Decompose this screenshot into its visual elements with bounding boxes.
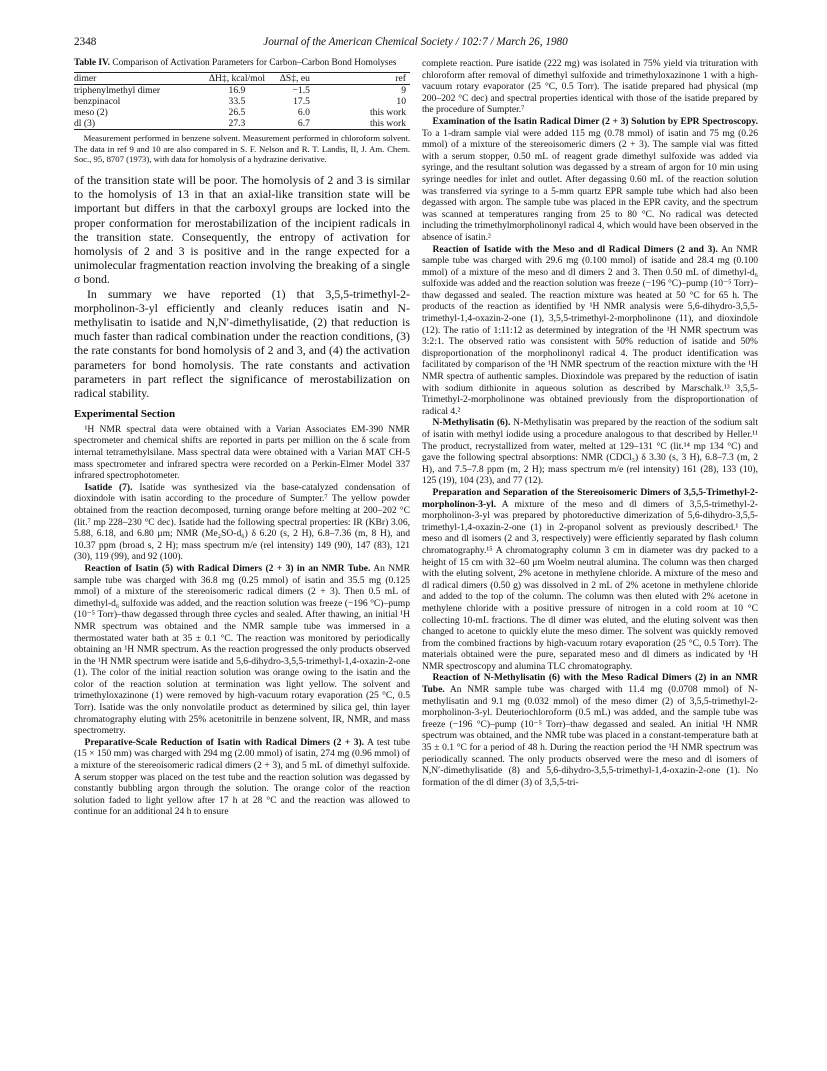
table-footnote: Measurement performed in benzene solvent. Measurement performed in chloroform solvent. The data in ref 9 and 10 are also compared in S. F. Nelson and R. T. Landis, II, J. Am. Chem. Soc., 95, 8707 (1973), with data for homolysis of a hydrazine derivative. (74, 133, 410, 165)
paragraph-text: A test tube (15 × 150 mm) was charged with 294 mg (2.00 mmol) of isatin, 274 mg (0.96 mmol) of a mixture of the stereoisomeric radical dimers (2 + 3), and 5 mL of dimethyl sulfoxide. A serum stopper was placed on the test tube and the reaction solution was degassed by constantly bubbling argon through the solution. The orange color of the reaction solution faded to light yellow after 17 h at 28 °C and the reaction was allowed to continue for an additional 24 h to ensure (74, 736, 410, 818)
table-cell: 27.3 (202, 118, 273, 130)
table-cell: this work (370, 107, 406, 119)
paragraph-text: ¹H NMR spectral data were obtained with a Varian Associates EM-390 NMR spectrometer and chemical shifts are reported in parts per million on the δ scale from internal tetramethylsilane. Mass spectral data were obtained with a Varian MAT CH-5 mass spectrometer and infrared spectra were recorded on a Perkin-Elmer Model 337 infrared spectrophotometer. (74, 423, 410, 482)
table-cell: triphenylmethyl dimer (74, 85, 161, 97)
run-in-heading: Reaction of Isatide with the Meso and dl Radical Dimers (2 and 3). (432, 243, 718, 255)
table-header-cell: ΔS‡, eu (272, 73, 316, 85)
run-in-heading: Isatide (7). (84, 481, 133, 493)
run-in-heading: Examination of the Isatin Radical Dimer (2 + 3) Solution by EPR Spectroscopy. (432, 115, 758, 127)
table-cell: 10 (396, 96, 406, 108)
body-paragraph (74, 737, 410, 818)
table-caption (74, 58, 410, 69)
body-paragraph (74, 563, 410, 737)
table-cell: 6.7 (272, 118, 316, 130)
table-row (74, 118, 410, 130)
paragraph-text: To a 1-dram sample vial were added 115 mg (0.78 mmol) of isatin and 75 mg (0.26 mmol) of a mixture of the stereoisomeric dimers (2 + 3). The sample vial was fitted with a serum stopper, 0.50 mL of reagent grade dimethyl sulfoxide was added via syringe, and the resultant solution was degassed by a stream of argon for 10 min using syringe needles for inlet and outlet. After degassing 0.60 mL of the reaction solution was transferred via syringe to a 5-mm quartz EPR sample tube which had also been degassed with argon. The sample tube was placed in the EPR cavity, and the spectrum was scanned at temperatures ranging from 25 to 80 °C. No radical was detected including the trimethylmorpholinonyl radical 4, which would have been observed in the absence of isatin.² (422, 127, 758, 243)
activation-parameters-table (74, 72, 410, 130)
body-paragraph (422, 58, 758, 116)
table-cell: benzpinacol (74, 96, 121, 108)
paragraph-text: A mixture of the meso and dl dimers of 3,5,5-trimethyl-2-morpholinon-3-yl was prepared by photoreductive dimerization of 5,6-dihydro-3,5,5-trimethyl-1,4-oxazin-2-one (1) in 2-propanol solvent as previously described.¹ The meso and dl isomers (2 and 3, respectively) were efficiently separated by flash column chromatography.¹⁵ A chromatography column 3 cm in diameter was dry packed to a height of 15 cm with 32–60 μm Woelm neutral alumina. The column was then charged with the eluting solvent, 2% acetone in methylene chloride. A mixture of the meso and dl radical dimers (0.50 g) was dissolved in 2 mL of 2% acetone in methylene chloride and added to the top of the column. The column was then eluted with 2% acetone in methylene chloride with a positive pressure of nitrogen in a cold room at 10 °C collecting 10-mL fractions. The dl dimer was eluted, and the eluting solvent was then changed to acetone to quickly elute the meso dimer. The solvent was quickly removed from the combined fractions by high-vacuum rotary evaporation (25 °C, 0.5 Torr). The materials obtained were the pure, separated meso and dl dimers as indicated by ¹H NMR spectroscopy and alumina TLC chromatography. (422, 498, 758, 672)
table-cell: −1.5 (292, 85, 310, 97)
run-in-heading: N-Methylisatin (6). (432, 417, 511, 429)
right-paragraphs (422, 58, 758, 788)
paragraph-text: An NMR sample tube was charged with 36.8 mg (0.25 mmol) of isatin and 35.5 mg (0.125 mmol) of a mixture of the stereoisomeric radical dimers (2 + 3). Then 0.5 mL of dimethyl-d₆ sulfoxide was added, and the reaction solution was freeze (−196 °C)–pump (10⁻⁵ Torr)–thaw degassed through three cycles and sealed. After thawing, an initial ¹H NMR spectrum was obtained and the NMR sample tube was immersed in a thermostated water bath at 35 ± 0.1 °C. The reaction was monitored by periodically obtaining an ¹H NMR spectrum. As the reaction progressed the only products observed in the ¹H NMR spectrum were isatide and 5,6-dihydro-3,5,5-trimethyl-1,4-oxazin-2-one (1). The color of the initial reaction solution was orange owing to the isatin and the color of the reaction solution at termination was light yellow. The solvent and trimethyloxazinone (1) were removed by high-vacuum rotary evaporation (25 °C, 0.5 Torr). Isatide was the only nonvolatile product as determined by silica gel, thin layer chromatography eluting with 25% acetonitrile in benzene solvent, IR, NMR, and mass spectrometry. (74, 562, 410, 737)
table-row (74, 107, 410, 118)
paragraph-text: An NMR sample tube was charged with 11.4 mg (0.0708 mmol) of N-methylisatin and 9.1 mg (0.032 mmol) of the meso dimer (2) of 3,5,5-trimethyl-2-morpholinon-3-yl. Deuteriochloroform (0.5 mL) was added, and the sample tube was freeze (−196 °C)–pump (10⁻⁵ Torr)–thaw degassed and sealed. An initial ¹H NMR spectrum was obtained, and the NMR tube was placed in a constant-temperature bath at 35 ± 0.1 °C for a period of 48 h. During the reaction period the ¹H NMR spectrum was periodically scanned. The only products observed were the meso and dl isomers of N,N′-dimethylisatide (8) and 5,6-dihydro-3,5,5-trimethyl-1,4-oxazin-2-one (1). No formation of the dl dimer (3) of 3,5,5-tri- (422, 684, 758, 788)
table-header-cell: ref (316, 73, 410, 85)
table-cell: meso (2) (74, 107, 108, 119)
discussion-paragraph: of the transition state will be poor. The homolysis of 2 and 3 is similar to the homolysis of 13 in that an axial-like transition state will be important but differs in that the carboxyl groups are locked into the proper conformation for merostabilization of the incipient radicals in the transition state. Consequently, the entropy of activation for homolysis of 2 and 3 is positive and in the range expected for a unimolecular fragmentation reaction involving the breaking of a single σ bond. (74, 172, 410, 287)
body-paragraph (422, 116, 758, 244)
table-row (74, 96, 410, 107)
table-row (74, 85, 410, 97)
run-in-heading: Preparation and Separation of the Stereoisomeric Dimers of 3,5,5-Trimethyl-2-morpholinon-3-yl. (422, 486, 758, 510)
paragraph-text: complete reaction. Pure isatide (222 mg) was isolated in 75% yield via trituration with chloroform after removal of dimethyl sulfoxide and trimethyloxazinone 1 with a high-vacuum rotary evaporator (25 °C, 0.5 Torr). The isatide prepared had physical (mp 200–202 °C dec) and spectral properties identical with those of the isatide prepared by the procedure of Sumpter.⁷ (422, 58, 758, 116)
table-header-row (74, 73, 410, 85)
journal-citation: Journal of the American Chemical Society / 102:7 / March 26, 1980 (263, 36, 568, 48)
table-cell: 33.5 (228, 96, 246, 108)
body-paragraph (74, 482, 410, 563)
table-cell: this work (316, 118, 410, 130)
body-paragraph (422, 672, 758, 788)
run-in-heading: Reaction of Isatin (5) with Radical Dimers (2 + 3) in an NMR Tube. (84, 562, 371, 574)
paragraph-text: Isatide was synthesized via the base-catalyzed condensation of dioxindole with isatin according to the procedure of Sumpter.⁷ The yellow powder obtained from the reaction decomposed, turning orange before melting at 200–202 °C (lit.⁷ mp 228–230 °C dec). Isatide had the following spectral properties: IR (KBr) 3.06, 5.88, 6.18, and 6.80 μm; NMR (Me₂SO-d₆) δ 6.20 (s, 2 H), 6.8–7.36 (m, 8 H), and 10.37 ppm (broad s, 2 H); mass spectrum m/e (rel intensity) 149 (90), 147 (83), 121 (30), 119 (99), and 92 (100). (74, 481, 410, 563)
table-caption-label: Table IV. (74, 58, 110, 68)
table-caption-text: Comparison of Activation Parameters for Carbon–Carbon Bond Homolyses (112, 58, 397, 68)
table-header-cell: dimer (74, 73, 202, 85)
table-cell: 26.5 (228, 107, 246, 119)
discussion-text (74, 173, 410, 400)
page-number: 2348 (74, 36, 97, 48)
body-paragraph (422, 487, 758, 673)
summary-paragraph: In summary we have reported (1) that 3,5,5-trimethyl-2-morpholinon-3-yl efficiently and cleanly reduces isatin and N-methylisatin to isatide and N,N′-dimethylisatide, (2) that reduction is much faster than radical combination under the reaction conditions, (3) the rate constants for bond homolysis of 2 and 3, and (4) the activation parameters for bond homolysis. The rate constants and activation parameters in part reflect the significance of merostabilization on radical stability. (74, 286, 410, 401)
table-cell: 9 (401, 85, 406, 97)
table-cell: 6.0 (297, 107, 310, 119)
right-column (422, 58, 758, 788)
table-header-cell: ΔH‡, kcal/mol (202, 73, 273, 85)
paragraph-text: N-Methylisatin was prepared by the reaction of the sodium salt of isatin with methyl iodide using a procedure analogous to that described by Heller.¹¹ The product, recrystallized from water, melted at 129–131 °C (lit.¹⁴ mp 134 °C) and gave the following spectral absorptions: NMR (CDCl₃) δ 3.30 (s, 3 H), 6.8–7.3 (m, 2 H), and 7.5–7.8 ppm (m, 2 H); mass spectrum m/e (rel intensity) 161 (28), 133 (10), 125 (19), 104 (23), and 77 (12). (422, 417, 758, 487)
run-in-heading: Reaction of N-Methylisatin (6) with the Meso Radical Dimers (2) in an NMR Tube. (422, 672, 758, 696)
body-paragraph (422, 417, 758, 487)
body-paragraph (422, 244, 758, 418)
table-cell: 17.5 (293, 96, 310, 108)
run-in-heading: Preparative-Scale Reduction of Isatin with Radical Dimers (2 + 3). (84, 736, 365, 748)
table-cell: 16.9 (228, 85, 246, 97)
table-cell: dl (3) (74, 118, 202, 130)
section-heading: Experimental Section (74, 408, 176, 421)
body-paragraph (74, 424, 410, 482)
left-column (74, 58, 410, 818)
experimental-paragraphs (74, 424, 410, 818)
paragraph-text: An NMR sample tube was charged with 29.6 mg (0.100 mmol) of isatide and 28.4 mg (0.100 mmol) of a mixture of the meso and dl dimers 2 and 3. Then 0.50 mL of dimethyl-d₆ sulfoxide was added and the reaction solution was freeze (−196 °C)–pump (10⁻⁵ Torr)–thaw degassed and sealed. The reaction mixture was heated at 50 °C for 65 h. The products of the reaction as identified by ¹H NMR analysis were 5,6-dihydro-3,5,5-trimethyl-1,4-oxazin-2-one (1), 3,5,5-trimethyl-2-morpholinone (11), and dioxindole (12). The ratio of 1:11:12 as determined by integration of the ¹H NMR spectrum was 3:2:1. The observed ratio was consistent with 50% reduction of isatide and 50% disproportionation of the morpholinonyl radical 4. The product identification was facilitated by comparison of the ¹H NMR spectrum of the reaction mixture with the ¹H NMR spectra of authentic samples. Dioxindole was prepared by the reduction of isatin with sodium dithionite in aqueous solution as described by Marschalk.¹³ 3,5,5-Trimethyl-2-morpholinone was obtained previously from the disproportionation of radical 4.² (422, 243, 758, 417)
running-header (74, 36, 757, 50)
